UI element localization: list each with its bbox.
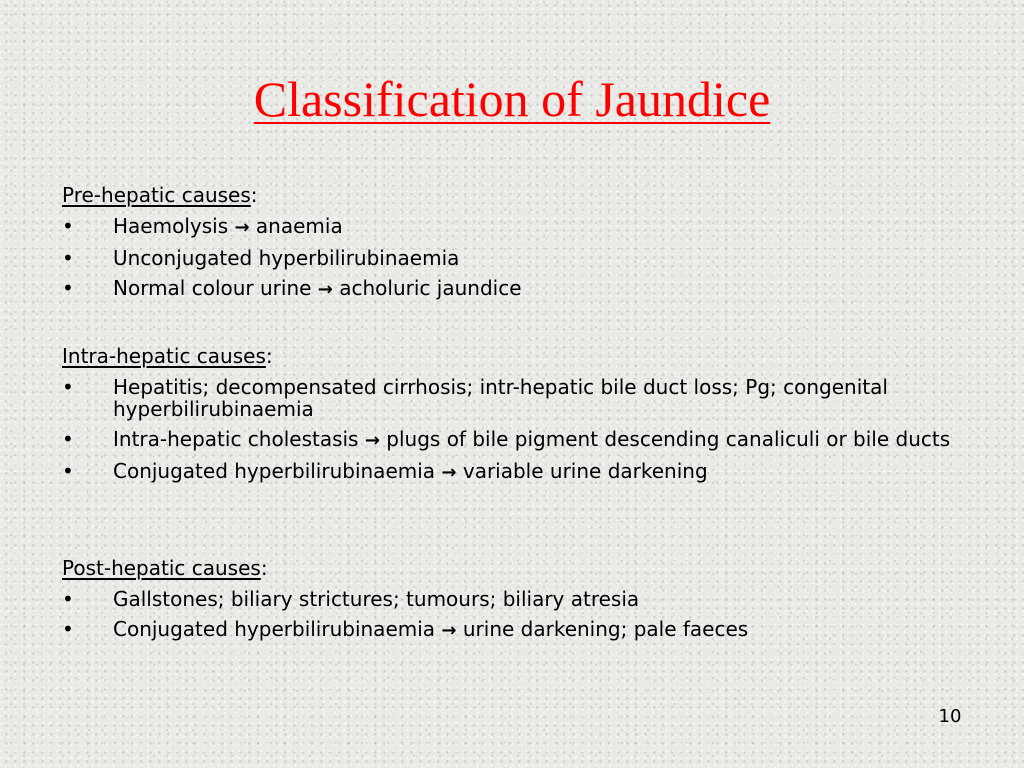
- intra-hepatic-section: [62, 342, 962, 492]
- list-item: [62, 460, 962, 484]
- bullet-icon: •: [62, 617, 74, 641]
- pre-hepatic-list: [62, 215, 962, 301]
- list-item: [62, 247, 962, 269]
- list-item: [62, 428, 962, 452]
- post-hepatic-heading: Post-hepatic causes: [62, 556, 261, 580]
- list-item: [62, 376, 962, 420]
- section-heading: [62, 554, 962, 582]
- list-item: [62, 618, 962, 642]
- bullet-icon: •: [62, 246, 74, 270]
- slide-title: [0, 64, 1024, 134]
- list-item: [62, 588, 962, 610]
- post-hepatic-list: [62, 588, 962, 642]
- bullet-icon: •: [62, 375, 74, 399]
- item-text: anaemia: [249, 214, 343, 238]
- post-hepatic-section: [62, 554, 962, 650]
- slide-title-text: Classification of Jaundice: [253, 71, 771, 127]
- section-heading: [62, 342, 962, 370]
- item-text: Hepatitis; decompensated cirrhosis; intr-hepatic bile duct loss; Pg; congenital hyperbilirubinaemia: [113, 375, 888, 421]
- item-text: Normal colour urine: [113, 276, 318, 300]
- heading-colon: :: [265, 344, 273, 368]
- page-number: 10: [938, 706, 962, 727]
- heading-colon: :: [260, 556, 268, 580]
- item-text: variable urine darkening: [456, 459, 708, 483]
- item-text: Haemolysis: [113, 214, 235, 238]
- item-text: Intra-hepatic cholestasis: [113, 427, 365, 451]
- intra-hepatic-list: [62, 376, 962, 484]
- right-arrow-icon: →: [364, 430, 380, 451]
- bullet-icon: •: [62, 276, 74, 300]
- list-item: [62, 277, 962, 301]
- bullet-icon: •: [62, 214, 74, 238]
- bullet-icon: •: [62, 459, 74, 483]
- item-text: acholuric jaundice: [332, 276, 522, 300]
- intra-hepatic-heading: Intra-hepatic causes: [62, 344, 266, 368]
- item-text: Unconjugated hyperbilirubinaemia: [113, 246, 460, 270]
- bullet-icon: •: [62, 587, 74, 611]
- item-text: urine darkening; pale faeces: [456, 617, 749, 641]
- right-arrow-icon: →: [441, 462, 457, 483]
- item-text: Conjugated hyperbilirubinaemia: [113, 459, 442, 483]
- section-heading: [62, 181, 962, 209]
- item-text: plugs of bile pigment descending canaliculi or bile ducts: [379, 427, 951, 451]
- right-arrow-icon: →: [234, 217, 250, 238]
- bullet-icon: •: [62, 427, 74, 451]
- right-arrow-icon: →: [441, 620, 457, 641]
- pre-hepatic-section: [62, 181, 962, 309]
- item-text: Conjugated hyperbilirubinaemia: [113, 617, 442, 641]
- pre-hepatic-heading: Pre-hepatic causes: [62, 183, 251, 207]
- list-item: [62, 215, 962, 239]
- item-text: Gallstones; biliary strictures; tumours; biliary atresia: [113, 587, 640, 611]
- heading-colon: :: [250, 183, 258, 207]
- right-arrow-icon: →: [317, 279, 333, 300]
